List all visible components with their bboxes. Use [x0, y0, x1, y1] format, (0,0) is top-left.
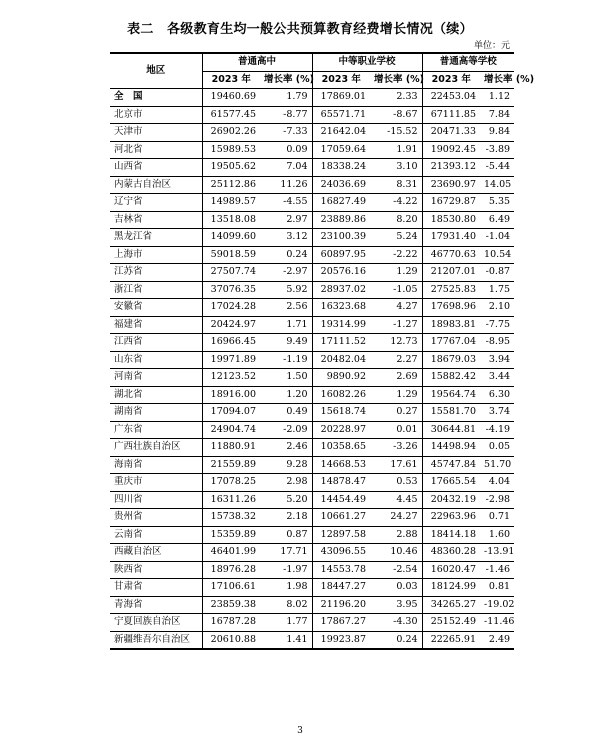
expenditure-value: 12897.58	[312, 526, 370, 544]
table-row	[110, 211, 514, 229]
region-name: 辽宁省	[110, 194, 202, 212]
expenditure-value: 17078.25	[202, 474, 260, 492]
expenditure-value: 23690.97	[422, 176, 480, 194]
expenditure-value: 16020.47	[422, 561, 480, 579]
growth-rate-value: -2.09	[260, 421, 312, 439]
growth-rate-value: 51.70	[480, 456, 514, 474]
growth-rate-value: 7.84	[480, 106, 514, 124]
table-row	[110, 299, 514, 317]
expenditure-value: 15618.74	[312, 404, 370, 422]
region-name: 江苏省	[110, 264, 202, 282]
expenditure-value: 25112.86	[202, 176, 260, 194]
region-name: 山东省	[110, 351, 202, 369]
table-row	[110, 89, 514, 107]
growth-rate-value: 2.56	[260, 299, 312, 317]
expenditure-value: 21642.04	[312, 124, 370, 142]
expenditure-value: 22963.96	[422, 509, 480, 527]
region-name: 新疆维吾尔自治区	[110, 631, 202, 649]
table-row	[110, 334, 514, 352]
growth-rate-value: 0.24	[370, 631, 422, 649]
table-row	[110, 351, 514, 369]
expenditure-value: 17931.40	[422, 229, 480, 247]
expenditure-value: 46401.99	[202, 544, 260, 562]
growth-rate-value: 2.27	[370, 351, 422, 369]
table-row	[110, 229, 514, 247]
expenditure-value: 16827.49	[312, 194, 370, 212]
growth-rate-value: 0.49	[260, 404, 312, 422]
growth-rate-value: 3.12	[260, 229, 312, 247]
expenditure-value: 11880.91	[202, 439, 260, 457]
growth-rate-value: -1.27	[370, 316, 422, 334]
expenditure-value: 15882.42	[422, 369, 480, 387]
growth-rate-value: 0.03	[370, 579, 422, 597]
growth-rate-value: 3.44	[480, 369, 514, 387]
table-row	[110, 456, 514, 474]
table-row	[110, 561, 514, 579]
expenditure-value: 16082.26	[312, 386, 370, 404]
expenditure-value: 18530.80	[422, 211, 480, 229]
expenditure-value: 10661.27	[312, 509, 370, 527]
growth-rate-value: 10.46	[370, 544, 422, 562]
expenditure-value: 45747.84	[422, 456, 480, 474]
region-name: 重庆市	[110, 474, 202, 492]
table-row	[110, 509, 514, 527]
growth-rate-value: -11.46	[480, 614, 514, 632]
group-header-vocational: 中等职业学校	[312, 53, 422, 71]
expenditure-value: 14099.60	[202, 229, 260, 247]
expenditure-value: 15581.70	[422, 404, 480, 422]
region-name: 安徽省	[110, 299, 202, 317]
growth-rate-value: -7.33	[260, 124, 312, 142]
growth-rate-value: -2.98	[480, 491, 514, 509]
growth-rate-value: 1.50	[260, 369, 312, 387]
expenditure-value: 20228.97	[312, 421, 370, 439]
growth-rate-value: 3.95	[370, 596, 422, 614]
expenditure-value: 67111.85	[422, 106, 480, 124]
table-row	[110, 176, 514, 194]
growth-rate-value: 0.53	[370, 474, 422, 492]
expenditure-value: 19564.74	[422, 386, 480, 404]
growth-rate-value: -3.89	[480, 141, 514, 159]
table-row	[110, 474, 514, 492]
growth-rate-value: 4.27	[370, 299, 422, 317]
expenditure-value: 20432.19	[422, 491, 480, 509]
expenditure-value: 15738.32	[202, 509, 260, 527]
expenditure-value: 15359.89	[202, 526, 260, 544]
growth-rate-value: 3.94	[480, 351, 514, 369]
growth-rate-value: 1.60	[480, 526, 514, 544]
growth-rate-value: 12.73	[370, 334, 422, 352]
expenditure-value: 20471.33	[422, 124, 480, 142]
growth-rate-value: 17.61	[370, 456, 422, 474]
expenditure-value: 23889.86	[312, 211, 370, 229]
growth-rate-value: 1.71	[260, 316, 312, 334]
table-row	[110, 106, 514, 124]
expenditure-value: 10358.65	[312, 439, 370, 457]
growth-rate-value: 9.49	[260, 334, 312, 352]
expenditure-value: 21559.89	[202, 456, 260, 474]
growth-rate-value: 5.35	[480, 194, 514, 212]
growth-rate-value: -2.54	[370, 561, 422, 579]
expenditure-value: 20424.97	[202, 316, 260, 334]
growth-rate-value: 7.04	[260, 159, 312, 177]
region-name: 山西省	[110, 159, 202, 177]
growth-rate-value: -4.22	[370, 194, 422, 212]
growth-rate-value: 1.79	[260, 89, 312, 107]
expenditure-value: 13518.08	[202, 211, 260, 229]
region-name: 青海省	[110, 596, 202, 614]
expenditure-value: 20610.88	[202, 631, 260, 649]
group-header-high-school: 普通高中	[202, 53, 312, 71]
growth-rate-value: -4.55	[260, 194, 312, 212]
expenditure-value: 17111.52	[312, 334, 370, 352]
expenditure-value: 19505.62	[202, 159, 260, 177]
growth-rate-value: 9.28	[260, 456, 312, 474]
growth-header: 增长率 (%)	[480, 71, 514, 89]
growth-rate-value: -1.04	[480, 229, 514, 247]
growth-rate-value: 0.87	[260, 526, 312, 544]
growth-rate-value: 1.29	[370, 386, 422, 404]
expenditure-value: 37076.35	[202, 281, 260, 299]
table-row	[110, 596, 514, 614]
growth-rate-value: 3.10	[370, 159, 422, 177]
growth-rate-value: -1.19	[260, 351, 312, 369]
growth-rate-value: -2.97	[260, 264, 312, 282]
table-row	[110, 386, 514, 404]
region-name: 福建省	[110, 316, 202, 334]
growth-rate-value: 0.27	[370, 404, 422, 422]
expenditure-value: 14553.78	[312, 561, 370, 579]
table-row	[110, 159, 514, 177]
region-name: 江西省	[110, 334, 202, 352]
expenditure-table	[110, 52, 535, 650]
table-row	[110, 281, 514, 299]
growth-rate-value: 5.20	[260, 491, 312, 509]
unit-label: 单位：元	[473, 41, 510, 51]
growth-rate-value: -4.30	[370, 614, 422, 632]
expenditure-value: 18916.00	[202, 386, 260, 404]
expenditure-value: 18124.99	[422, 579, 480, 597]
expenditure-value: 22265.91	[422, 631, 480, 649]
region-name: 内蒙古自治区	[110, 176, 202, 194]
expenditure-value: 14989.57	[202, 194, 260, 212]
region-name: 浙江省	[110, 281, 202, 299]
growth-rate-value: -1.05	[370, 281, 422, 299]
growth-rate-value: 1.77	[260, 614, 312, 632]
table-row	[110, 526, 514, 544]
expenditure-value: 17106.61	[202, 579, 260, 597]
growth-rate-value: 14.05	[480, 176, 514, 194]
growth-rate-value: 2.46	[260, 439, 312, 457]
growth-rate-value: -8.77	[260, 106, 312, 124]
expenditure-value: 16729.87	[422, 194, 480, 212]
growth-rate-value: 0.71	[480, 509, 514, 527]
growth-rate-value: 1.98	[260, 579, 312, 597]
expenditure-value: 17024.28	[202, 299, 260, 317]
growth-rate-value: 0.81	[480, 579, 514, 597]
group-header-higher-ed: 普通高等学校	[422, 53, 514, 71]
region-name: 河北省	[110, 141, 202, 159]
expenditure-value: 61577.45	[202, 106, 260, 124]
growth-rate-value: 9.84	[480, 124, 514, 142]
growth-rate-value: 2.33	[370, 89, 422, 107]
expenditure-value: 16966.45	[202, 334, 260, 352]
expenditure-value: 25152.49	[422, 614, 480, 632]
expenditure-value: 27507.74	[202, 264, 260, 282]
growth-rate-value: 2.98	[260, 474, 312, 492]
growth-rate-value: -1.97	[260, 561, 312, 579]
expenditure-value: 28937.02	[312, 281, 370, 299]
expenditure-value: 9890.92	[312, 369, 370, 387]
region-name: 四川省	[110, 491, 202, 509]
expenditure-value: 18338.24	[312, 159, 370, 177]
region-name: 上海市	[110, 246, 202, 264]
region-name: 宁夏回族自治区	[110, 614, 202, 632]
region-header: 地区	[110, 53, 202, 89]
growth-rate-value: 1.29	[370, 264, 422, 282]
growth-rate-value: 2.49	[480, 631, 514, 649]
region-name: 贵州省	[110, 509, 202, 527]
growth-rate-value: 11.26	[260, 176, 312, 194]
growth-rate-value: -19.02	[480, 596, 514, 614]
growth-rate-value: 24.27	[370, 509, 422, 527]
expenditure-value: 14454.49	[312, 491, 370, 509]
region-name: 西藏自治区	[110, 544, 202, 562]
growth-rate-value: 0.24	[260, 246, 312, 264]
expenditure-value: 17767.04	[422, 334, 480, 352]
growth-rate-value: -4.19	[480, 421, 514, 439]
expenditure-value: 14668.53	[312, 456, 370, 474]
region-name: 吉林省	[110, 211, 202, 229]
table-row	[110, 369, 514, 387]
expenditure-value: 14878.47	[312, 474, 370, 492]
region-name: 广西壮族自治区	[110, 439, 202, 457]
table-row	[110, 124, 514, 142]
page-number: 3	[297, 726, 303, 736]
growth-rate-value: 2.69	[370, 369, 422, 387]
growth-rate-value: 1.12	[480, 89, 514, 107]
table-row	[110, 579, 514, 597]
expenditure-value: 18679.03	[422, 351, 480, 369]
growth-rate-value: 3.74	[480, 404, 514, 422]
growth-rate-value: -5.44	[480, 159, 514, 177]
expenditure-value: 17869.01	[312, 89, 370, 107]
region-name: 湖北省	[110, 386, 202, 404]
growth-rate-value: -3.26	[370, 439, 422, 457]
expenditure-value: 27525.83	[422, 281, 480, 299]
expenditure-value: 14498.94	[422, 439, 480, 457]
region-name: 云南省	[110, 526, 202, 544]
expenditure-value: 26902.26	[202, 124, 260, 142]
table-row	[110, 404, 514, 422]
expenditure-value: 17059.64	[312, 141, 370, 159]
growth-rate-value: 2.18	[260, 509, 312, 527]
growth-rate-value: 2.88	[370, 526, 422, 544]
expenditure-value: 15989.53	[202, 141, 260, 159]
region-name: 陕西省	[110, 561, 202, 579]
expenditure-value: 46770.63	[422, 246, 480, 264]
table-row	[110, 439, 514, 457]
expenditure-value: 16787.28	[202, 614, 260, 632]
expenditure-value: 24904.74	[202, 421, 260, 439]
expenditure-value: 43096.55	[312, 544, 370, 562]
expenditure-value: 59018.59	[202, 246, 260, 264]
expenditure-value: 23859.38	[202, 596, 260, 614]
expenditure-value: 17094.07	[202, 404, 260, 422]
expenditure-value: 18447.27	[312, 579, 370, 597]
table-row	[110, 316, 514, 334]
year-header: 2023 年	[312, 71, 370, 89]
table-row	[110, 264, 514, 282]
growth-rate-value: 1.41	[260, 631, 312, 649]
expenditure-value: 20576.16	[312, 264, 370, 282]
expenditure-value: 19092.45	[422, 141, 480, 159]
expenditure-value: 19460.69	[202, 89, 260, 107]
growth-rate-value: 2.97	[260, 211, 312, 229]
region-name: 海南省	[110, 456, 202, 474]
expenditure-value: 17698.96	[422, 299, 480, 317]
expenditure-value: 19314.99	[312, 316, 370, 334]
expenditure-value: 12123.52	[202, 369, 260, 387]
expenditure-value: 18983.81	[422, 316, 480, 334]
expenditure-value: 18414.18	[422, 526, 480, 544]
growth-rate-value: -1.46	[480, 561, 514, 579]
table-row	[110, 194, 514, 212]
expenditure-value: 18976.28	[202, 561, 260, 579]
growth-rate-value: 4.45	[370, 491, 422, 509]
table-row	[110, 246, 514, 264]
expenditure-value: 19923.87	[312, 631, 370, 649]
growth-rate-value: -7.75	[480, 316, 514, 334]
region-name: 天津市	[110, 124, 202, 142]
expenditure-value: 65571.71	[312, 106, 370, 124]
growth-rate-value: 1.91	[370, 141, 422, 159]
expenditure-value: 23100.39	[312, 229, 370, 247]
expenditure-value: 17665.54	[422, 474, 480, 492]
year-header: 2023 年	[202, 71, 260, 89]
region-name: 全 国	[110, 89, 202, 107]
table-row	[110, 141, 514, 159]
growth-rate-value: -2.22	[370, 246, 422, 264]
growth-rate-value: 8.31	[370, 176, 422, 194]
growth-rate-value: 2.10	[480, 299, 514, 317]
growth-rate-value: 5.92	[260, 281, 312, 299]
expenditure-value: 19971.89	[202, 351, 260, 369]
year-header: 2023 年	[422, 71, 480, 89]
growth-rate-value: 6.30	[480, 386, 514, 404]
table-row	[110, 544, 514, 562]
growth-rate-value: -0.87	[480, 264, 514, 282]
expenditure-value: 16323.68	[312, 299, 370, 317]
growth-rate-value: 6.49	[480, 211, 514, 229]
growth-rate-value: 0.09	[260, 141, 312, 159]
region-name: 北京市	[110, 106, 202, 124]
growth-rate-value: -15.52	[370, 124, 422, 142]
growth-rate-value: -8.67	[370, 106, 422, 124]
growth-header: 增长率 (%)	[260, 71, 312, 89]
expenditure-value: 16311.26	[202, 491, 260, 509]
expenditure-value: 21393.12	[422, 159, 480, 177]
expenditure-value: 34265.27	[422, 596, 480, 614]
table-row	[110, 614, 514, 632]
expenditure-value: 24036.69	[312, 176, 370, 194]
growth-rate-value: 0.05	[480, 439, 514, 457]
table-row	[110, 491, 514, 509]
growth-rate-value: 1.75	[480, 281, 514, 299]
growth-header: 增长率 (%)	[370, 71, 422, 89]
table-row	[110, 631, 514, 649]
growth-rate-value: 8.02	[260, 596, 312, 614]
expenditure-value: 20482.04	[312, 351, 370, 369]
growth-rate-value: -8.95	[480, 334, 514, 352]
expenditure-value: 60897.95	[312, 246, 370, 264]
expenditure-value: 17867.27	[312, 614, 370, 632]
expenditure-value: 30644.81	[422, 421, 480, 439]
region-name: 广东省	[110, 421, 202, 439]
growth-rate-value: 0.01	[370, 421, 422, 439]
table-row	[110, 421, 514, 439]
growth-rate-value: -13.91	[480, 544, 514, 562]
growth-rate-value: 4.04	[480, 474, 514, 492]
table-title: 表二 各级教育生均一般公共预算教育经费增长情况（续）	[127, 22, 473, 37]
growth-rate-value: 10.54	[480, 246, 514, 264]
growth-rate-value: 1.20	[260, 386, 312, 404]
growth-rate-value: 5.24	[370, 229, 422, 247]
expenditure-value: 21196.20	[312, 596, 370, 614]
region-name: 黑龙江省	[110, 229, 202, 247]
region-name: 湖南省	[110, 404, 202, 422]
growth-rate-value: 17.71	[260, 544, 312, 562]
growth-rate-value: 8.20	[370, 211, 422, 229]
expenditure-value: 21207.01	[422, 264, 480, 282]
expenditure-value: 48360.28	[422, 544, 480, 562]
region-name: 甘肃省	[110, 579, 202, 597]
region-name: 河南省	[110, 369, 202, 387]
expenditure-value: 22453.04	[422, 89, 480, 107]
